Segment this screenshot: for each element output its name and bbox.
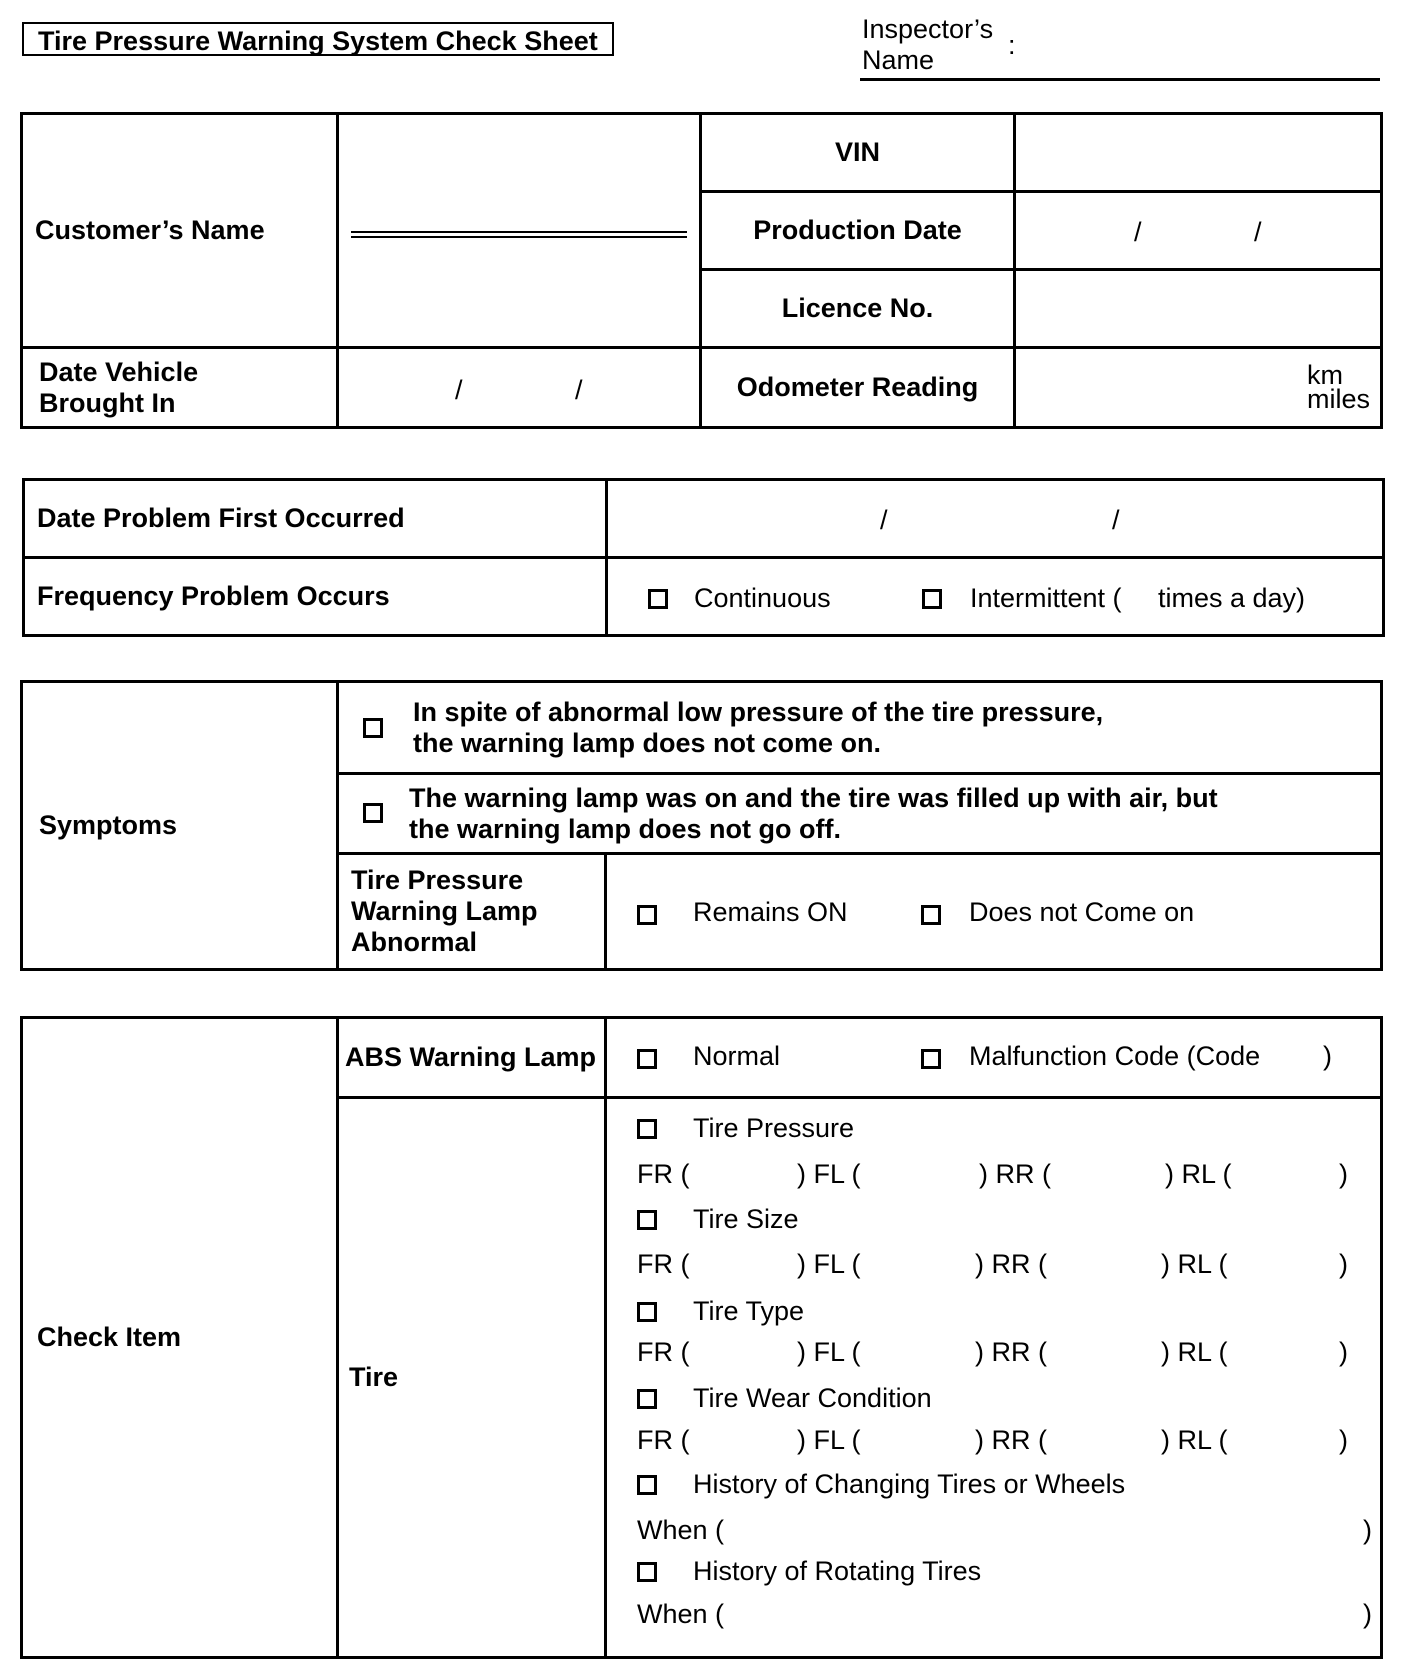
history-rotating-close: ) (1363, 1599, 1372, 1629)
production-date-sep1: / (1134, 217, 1142, 247)
times-a-day-label: times a day) (1158, 583, 1306, 613)
tire-type-close: ) (1339, 1337, 1348, 1367)
tire-type-fr: FR ( (637, 1337, 690, 1367)
date-brought-in-field[interactable] (338, 348, 701, 428)
abs-warning-lamp-label: ABS Warning Lamp (338, 1018, 606, 1098)
symptoms-label: Symptoms (22, 682, 338, 970)
history-rotating-label: History of Rotating Tires (693, 1556, 982, 1586)
symptom-lamp-stays-on (338, 774, 1382, 854)
tire-wear-fl: ) FL ( (797, 1425, 861, 1455)
tire-wear-close: ) (1339, 1425, 1348, 1455)
lamp-abnormal-label: Tire Pressure Warning Lamp Abnormal (338, 854, 606, 970)
tire-pressure-fl: ) FL ( (797, 1159, 861, 1189)
history-rotating-when: When ( (637, 1599, 725, 1629)
tire-wear-label: Tire Wear Condition (693, 1383, 932, 1413)
does-not-come-on-checkbox[interactable] (921, 905, 941, 925)
production-date-sep2: / (1254, 217, 1262, 247)
customer-name-line (351, 231, 687, 238)
customer-name-field[interactable] (338, 114, 701, 348)
tire-type-fl: ) FL ( (797, 1337, 861, 1367)
tire-type-checkbox[interactable] (637, 1302, 657, 1322)
date-brought-sep1: / (455, 375, 463, 405)
date-first-occurred-label: Date Problem First Occurred (24, 480, 607, 558)
lamp-abnormal-field (606, 854, 1382, 970)
production-date-label: Production Date (701, 192, 1015, 270)
history-changing-label: History of Changing Tires or Wheels (693, 1469, 1126, 1499)
first-occurred-sep2: / (1112, 505, 1120, 535)
history-changing-close: ) (1363, 1515, 1372, 1545)
does-not-come-on-label: Does not Come on (969, 897, 1195, 927)
abs-normal-label: Normal (693, 1041, 781, 1071)
tire-label: Tire (338, 1098, 606, 1658)
date-first-occurred-field[interactable] (607, 480, 1384, 558)
licence-no-label: Licence No. (701, 270, 1015, 348)
tire-pressure-rr: ) RR ( (979, 1159, 1051, 1189)
date-brought-in-label: Date Vehicle Brought In (22, 348, 338, 428)
frequency-label: Frequency Problem Occurs (24, 558, 607, 636)
abs-malfunction-label: Malfunction Code (Code (969, 1041, 1261, 1071)
odometer-units: km miles (1306, 360, 1370, 414)
odometer-field[interactable] (1015, 348, 1382, 428)
abs-normal-checkbox[interactable] (637, 1049, 657, 1069)
tire-type-rl: ) RL ( (1161, 1337, 1228, 1367)
remains-on-label: Remains ON (693, 897, 848, 927)
tire-size-rl: ) RL ( (1161, 1249, 1228, 1279)
history-changing-when: When ( (637, 1515, 725, 1545)
tire-size-fr: FR ( (637, 1249, 690, 1279)
tire-pressure-checkbox[interactable] (637, 1119, 657, 1139)
symptom-no-warning (338, 682, 1382, 774)
check-item-table (20, 1016, 1383, 1659)
intermittent-label: Intermittent ( (970, 583, 1122, 613)
inspector-name-field[interactable] (860, 78, 1380, 81)
tire-check-field (606, 1098, 1382, 1658)
tire-size-fl: ) FL ( (797, 1249, 861, 1279)
problem-table (22, 478, 1385, 637)
frequency-field (607, 558, 1384, 636)
tire-wear-rl: ) RL ( (1161, 1425, 1228, 1455)
vin-label: VIN (701, 114, 1015, 192)
tire-wear-checkbox[interactable] (637, 1389, 657, 1409)
tire-type-label: Tire Type (693, 1296, 805, 1326)
continuous-checkbox[interactable] (648, 589, 668, 609)
check-item-label: Check Item (22, 1018, 338, 1658)
licence-no-field[interactable] (1015, 270, 1382, 348)
abs-malfunction-close: ) (1323, 1041, 1332, 1071)
intermittent-checkbox[interactable] (922, 589, 942, 609)
tire-size-checkbox[interactable] (637, 1210, 657, 1230)
vin-field[interactable] (1015, 114, 1382, 192)
remains-on-checkbox[interactable] (637, 905, 657, 925)
symptom-no-warning-checkbox[interactable] (363, 718, 383, 738)
tire-wear-rr: ) RR ( (975, 1425, 1047, 1455)
customer-name-label: Customer’s Name (22, 114, 338, 348)
inspector-colon: : (1008, 30, 1016, 60)
continuous-label: Continuous (694, 583, 831, 613)
vehicle-info-table (20, 112, 1383, 429)
symptom-lamp-stays-on-text: The warning lamp was on and the tire was filled up with air, but the warning lamp does not go off. (409, 783, 1218, 844)
tire-wear-fr: FR ( (637, 1425, 690, 1455)
tire-size-rr: ) RR ( (975, 1249, 1047, 1279)
production-date-field[interactable] (1015, 192, 1382, 270)
tire-size-label: Tire Size (693, 1204, 799, 1234)
tire-size-close: ) (1339, 1249, 1348, 1279)
symptoms-table (20, 680, 1383, 971)
tire-pressure-close: ) (1339, 1159, 1348, 1189)
tire-pressure-rl: ) RL ( (1165, 1159, 1232, 1189)
history-rotating-checkbox[interactable] (637, 1562, 657, 1582)
symptom-no-warning-text: In spite of abnormal low pressure of the tire pressure, the warning lamp does not come on. (413, 697, 1104, 758)
date-brought-sep2: / (575, 375, 583, 405)
first-occurred-sep1: / (880, 505, 888, 535)
tire-type-rr: ) RR ( (975, 1337, 1047, 1367)
history-changing-checkbox[interactable] (637, 1475, 657, 1495)
tire-pressure-fr: FR ( (637, 1159, 690, 1189)
tire-pressure-label: Tire Pressure (693, 1113, 855, 1143)
inspector-name-label: Inspector’s Name (862, 14, 994, 75)
abs-malfunction-checkbox[interactable] (921, 1049, 941, 1069)
symptom-lamp-stays-on-checkbox[interactable] (363, 803, 383, 823)
abs-warning-lamp-field (606, 1018, 1382, 1098)
odometer-label: Odometer Reading (701, 348, 1015, 428)
sheet-title: Tire Pressure Warning System Check Sheet (22, 22, 614, 56)
